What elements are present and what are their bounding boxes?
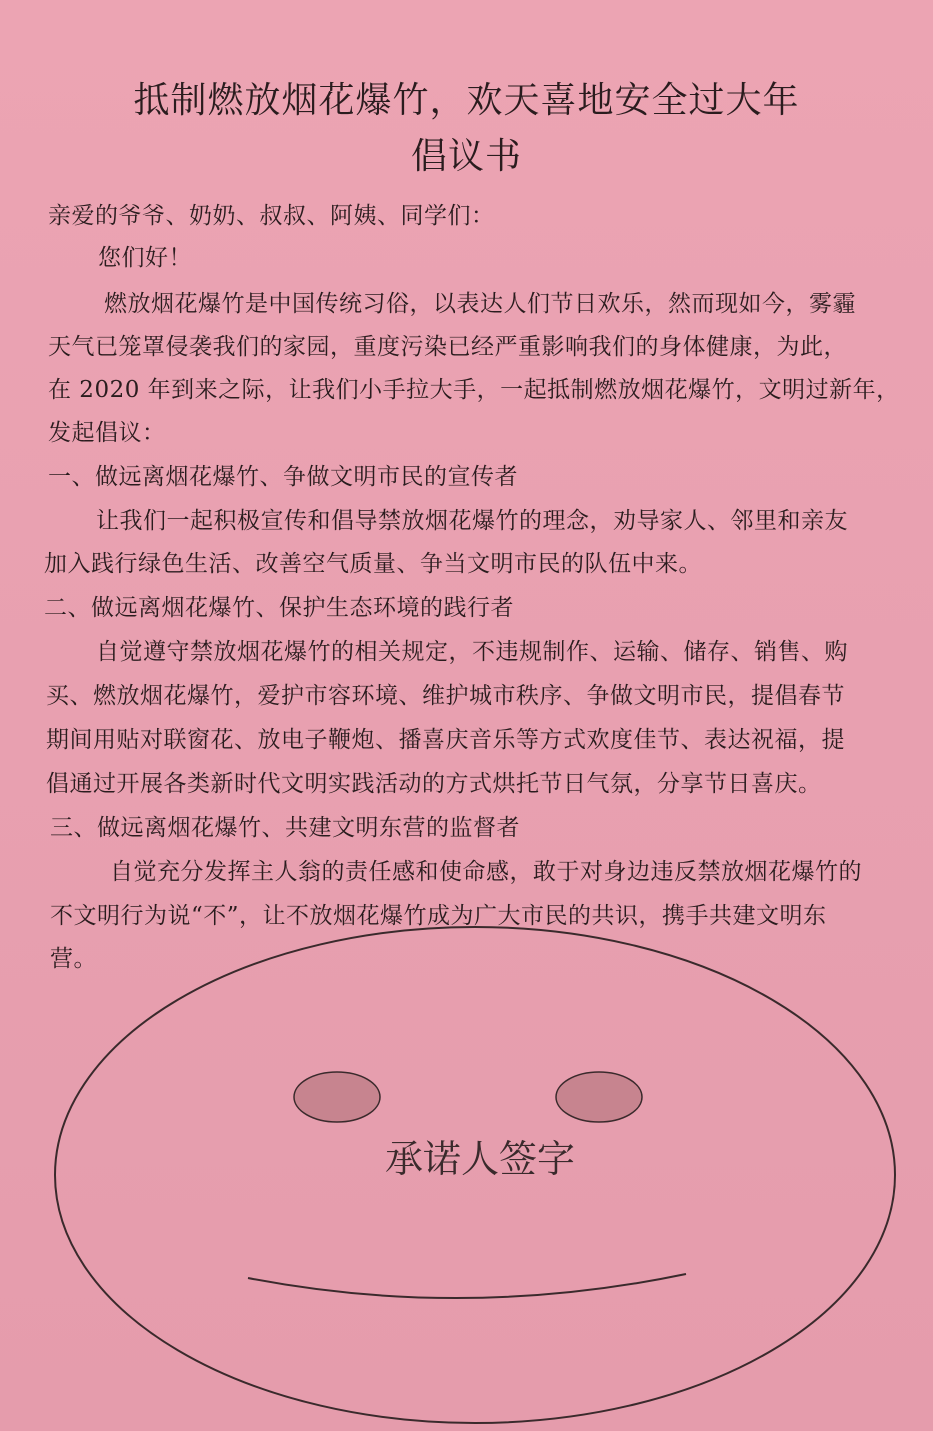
document-title: 抵制燃放烟花爆竹，欢天喜地安全过大年: [133, 80, 800, 121]
signature-label: 承诺人签字: [384, 1137, 575, 1181]
section-heading-1: 一、做远离烟花爆竹、争做文明市民的宣传者: [48, 464, 518, 490]
section-2-line: 倡通过开展各类新时代文明实践活动的方式烘托节日气氛，分享节日喜庆。: [46, 771, 822, 797]
section-heading-3: 三、做远离烟花爆竹、共建文明东营的监督者: [50, 815, 520, 841]
intro-line: 天气已笼罩侵袭我们的家园，重度污染已经严重影响我们的身体健康，为此，: [48, 334, 847, 360]
left-eye: [294, 1072, 380, 1122]
section-1-line: 加入践行绿色生活、改善空气质量、争当文明市民的队伍中来。: [44, 551, 702, 577]
section-3-line: 营。: [50, 946, 97, 972]
intro-line: 在 2020 年到来之际，让我们小手拉大手，一起抵制燃放烟花爆竹，文明过新年，: [48, 377, 900, 403]
section-2-line: 买、燃放烟花爆竹，爱护市容环境、维护城市秩序、争做文明市民，提倡春节: [46, 683, 845, 709]
document-subtitle: 倡议书: [410, 136, 522, 177]
section-1-line: 让我们一起积极宣传和倡导禁放烟花爆竹的理念，劝导家人、邻里和亲友: [96, 508, 848, 534]
right-eye: [556, 1072, 642, 1122]
section-2-line: 期间用贴对联窗花、放电子鞭炮、播喜庆音乐等方式欢度佳节、表达祝福，提: [46, 727, 845, 753]
greeting: 您们好！: [98, 245, 192, 271]
intro-line: 燃放烟花爆竹是中国传统习俗，以表达人们节日欢乐，然而现如今，雾霾: [104, 291, 856, 317]
section-3-line: 不文明行为说“不”，让不放烟花爆竹成为广大市民的共识，携手共建文明东: [50, 903, 827, 929]
section-heading-2: 二、做远离烟花爆竹、保护生态环境的践行者: [44, 595, 514, 621]
section-2-line: 自觉遵守禁放烟花爆竹的相关规定，不违规制作、运输、储存、销售、购: [96, 639, 848, 665]
signature-field[interactable]: [250, 1180, 690, 1270]
section-3-line: 自觉充分发挥主人翁的责任感和使命感，敢于对身边违反禁放烟花爆竹的: [110, 859, 862, 885]
smile-mouth: [248, 1274, 686, 1298]
intro-line: 发起倡议：: [48, 420, 166, 446]
salutation: 亲爱的爷爷、奶奶、叔叔、阿姨、同学们：: [48, 203, 495, 229]
